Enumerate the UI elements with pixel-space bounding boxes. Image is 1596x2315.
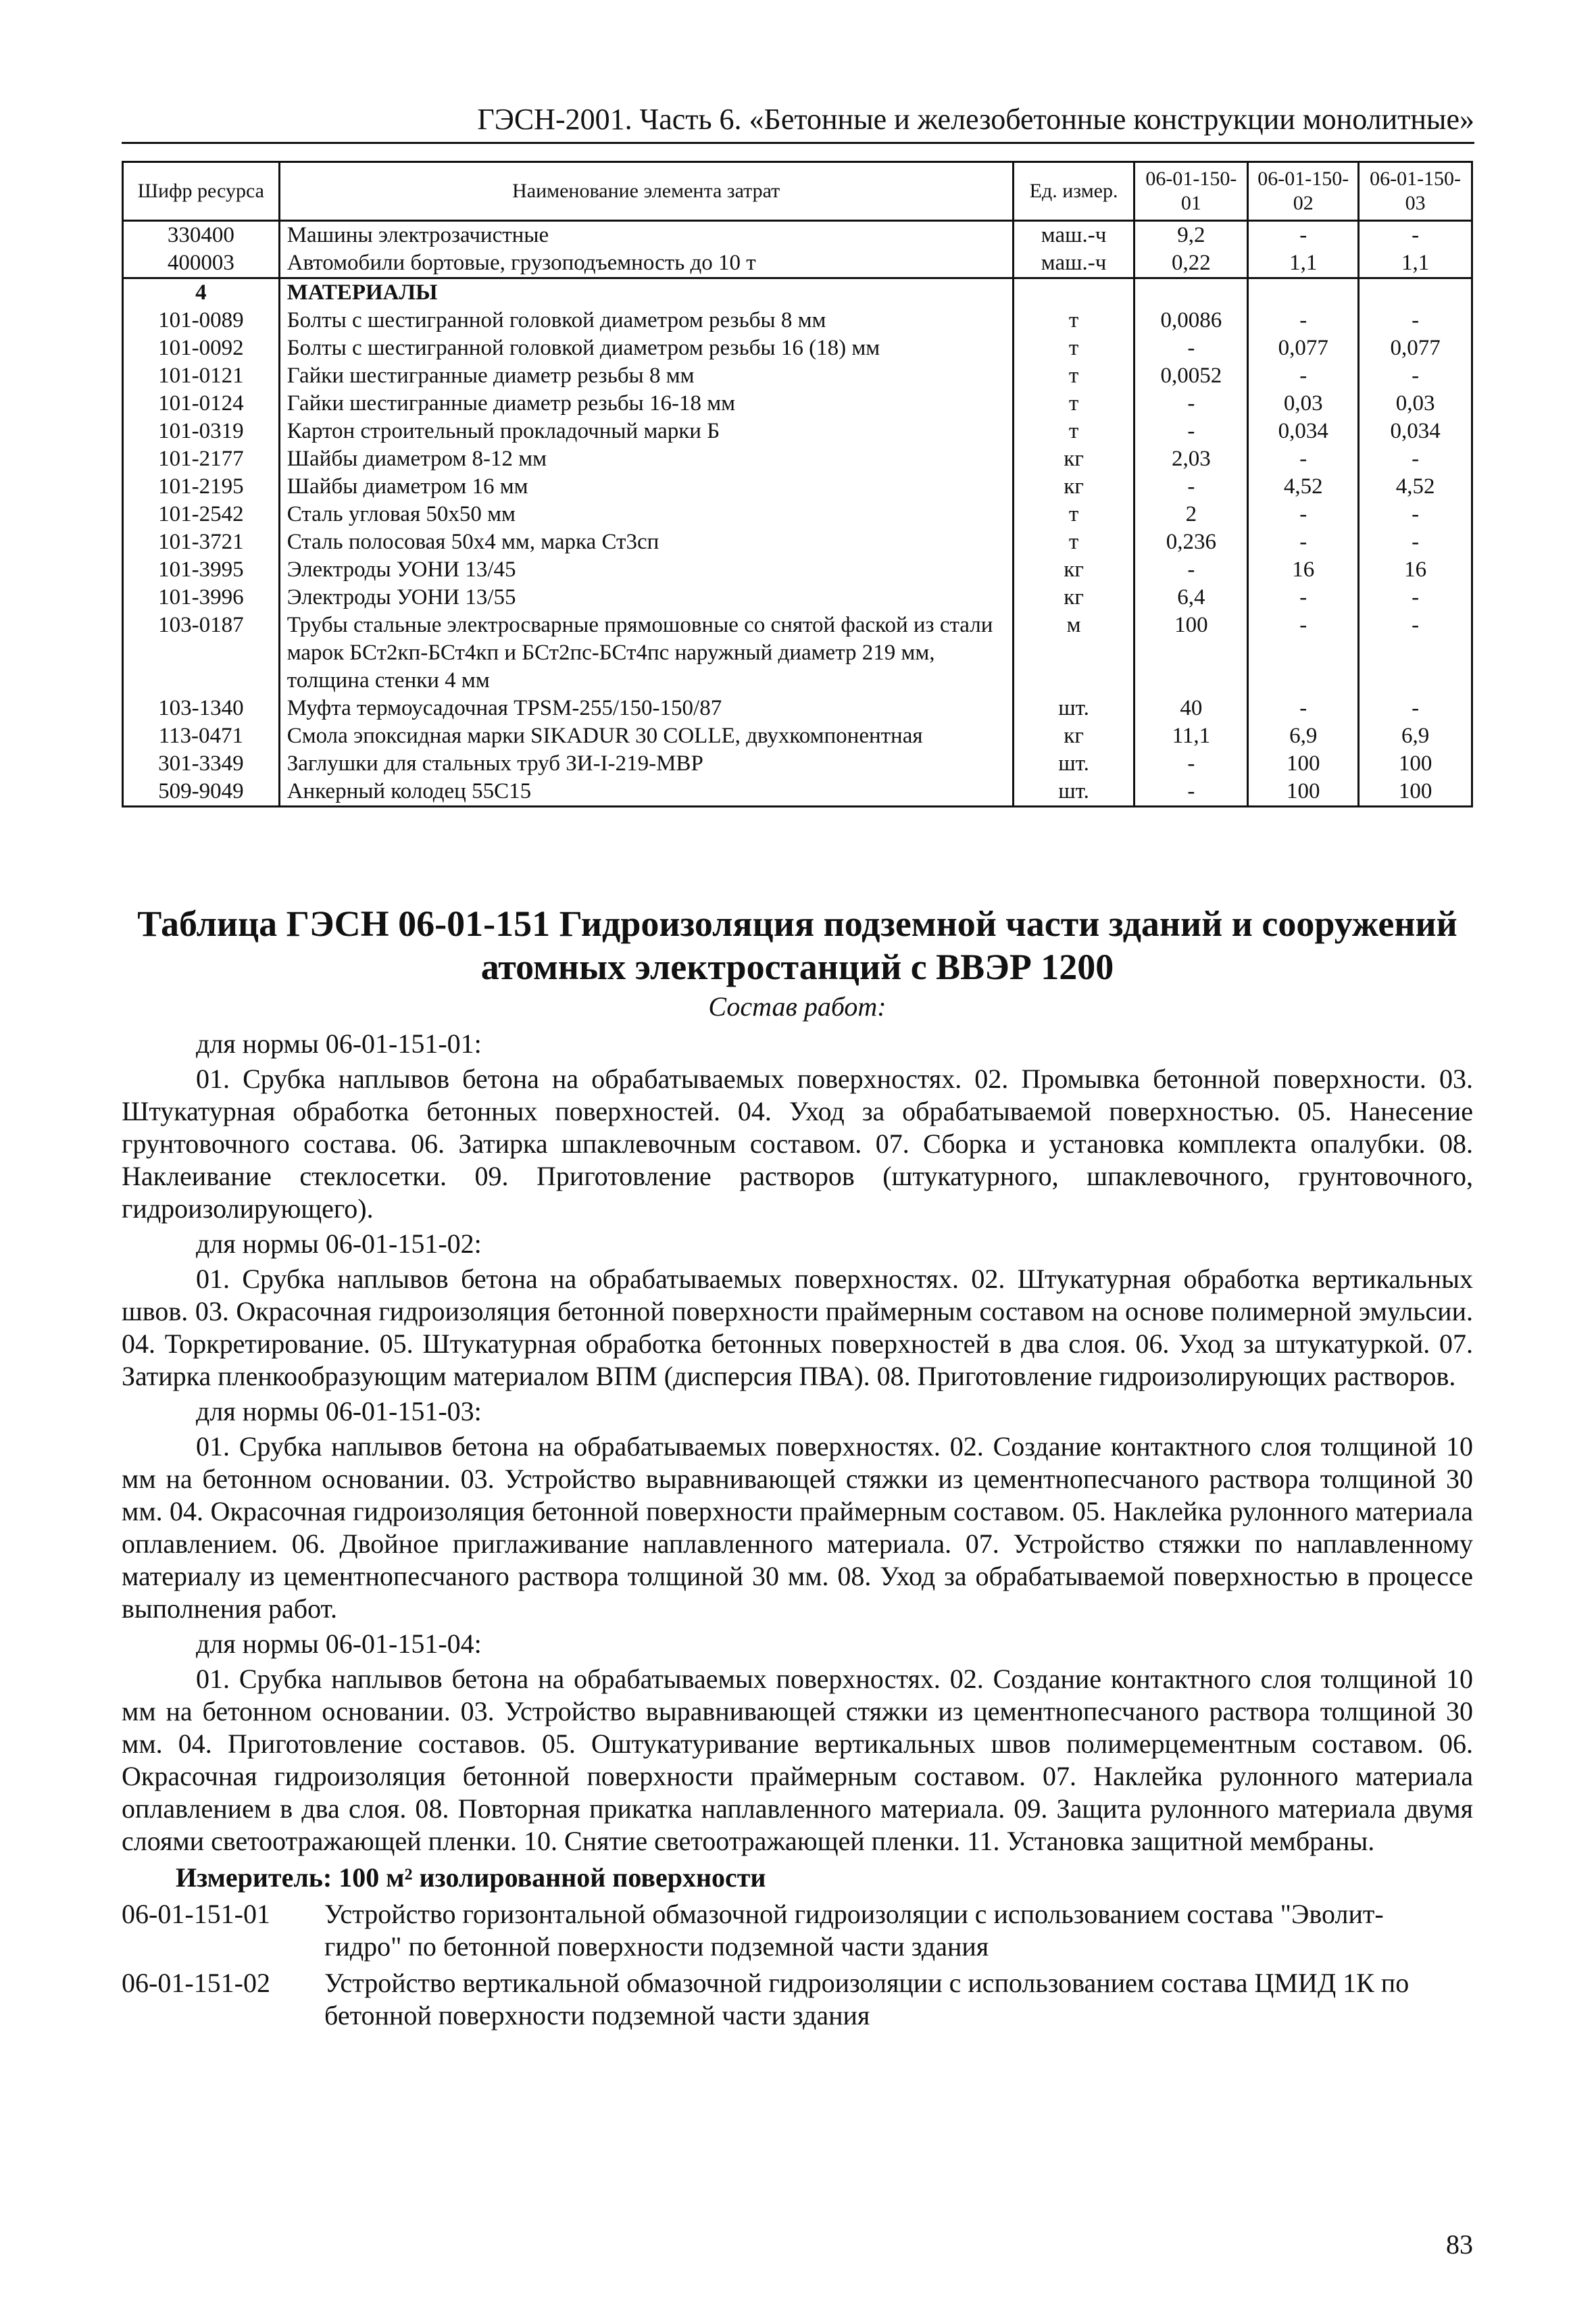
cell-unit: кг — [1013, 722, 1134, 750]
cell-norm-1: 6,4 — [1134, 584, 1248, 612]
cell-norm-2: - — [1248, 584, 1359, 612]
cell-norm-3: 100 — [1359, 778, 1472, 807]
cell-unit: м — [1013, 612, 1134, 695]
cell-name: Электроды УОНИ 13/55 — [279, 584, 1013, 612]
header-norm-3: 06-01-150-03 — [1359, 162, 1472, 221]
page-header — [122, 101, 1474, 144]
cell-name: Сталь угловая 50x50 мм — [279, 501, 1013, 528]
table-row — [123, 695, 1472, 722]
table-row — [123, 612, 1472, 695]
cell-name: Шайбы диаметром 16 мм — [279, 473, 1013, 501]
cell-code: 301-3349 — [123, 750, 280, 778]
cell-unit: т — [1013, 501, 1134, 528]
cell-unit — [1013, 278, 1134, 307]
cell-norm-1: - — [1134, 556, 1248, 584]
norms-list — [122, 1028, 1473, 1858]
cell-unit: маш.-ч — [1013, 249, 1134, 278]
cell-name: Муфта термоусадочная TPSM-255/150-150/87 — [279, 695, 1013, 722]
norm-label: для нормы 06-01-151-04: — [196, 1628, 482, 1659]
cell-code: 330400 — [123, 221, 280, 250]
cell-code: 101-2542 — [123, 501, 280, 528]
norm-item-text: Устройство горизонтальной обмазочной гидроизоляции с использованием состава "Эволит-гидро" по бетонной поверхности подземной части здания — [324, 1899, 1384, 1962]
cell-name: Электроды УОНИ 13/45 — [279, 556, 1013, 584]
cell-norm-3: - — [1359, 307, 1472, 334]
cell-norm-3: 1,1 — [1359, 249, 1472, 278]
cell-code: 101-0121 — [123, 362, 280, 390]
cell-norm-1: 2 — [1134, 501, 1248, 528]
cell-norm-2: - — [1248, 362, 1359, 390]
cell-code: 509-9049 — [123, 778, 280, 807]
norm-description: 01. Срубка наплывов бетона на обрабатываемых поверхностях. 02. Создание контактного слоя толщиной 10 мм на бетонном основании. 03. Устройство выравнивающей стяжки из цементнопесчаного раствора толщиной 30 мм. 04. Окрасочная гидроизоляция бетонной поверхности праймерным составом. 05. Наклейка рулонного материала оплавлением. 06. Двойное приглаживание наплавленного материала. 07. Устройство стяжки по наплавленному материалу из цементнопесчаного раствора толщиной 30 мм. 08. Уход за обрабатываемой поверхностью в процессе выполнения работ. — [122, 1431, 1473, 1624]
cell-unit: шт. — [1013, 778, 1134, 807]
cell-norm-2: - — [1248, 695, 1359, 722]
table-row — [123, 221, 1472, 250]
section-title-line-1: Таблица ГЭСН 06-01-151 Гидроизоляция подземной части зданий и сооружений — [137, 903, 1457, 944]
cell-name: Шайбы диаметром 8-12 мм — [279, 445, 1013, 473]
cell-code: 101-0124 — [123, 390, 280, 418]
cell-unit: шт. — [1013, 695, 1134, 722]
cell-norm-1: 0,236 — [1134, 528, 1248, 556]
table-header-row — [123, 162, 1472, 221]
cell-name: Гайки шестигранные диаметр резьбы 8 мм — [279, 362, 1013, 390]
cell-unit: шт. — [1013, 750, 1134, 778]
cell-name: Гайки шестигранные диаметр резьбы 16-18 мм — [279, 390, 1013, 418]
cell-norm-2: - — [1248, 445, 1359, 473]
cell-code: 103-0187 — [123, 612, 280, 695]
cell-code: 101-3996 — [123, 584, 280, 612]
cell-norm-2: 6,9 — [1248, 722, 1359, 750]
cell-code: 101-3721 — [123, 528, 280, 556]
cell-norm-2: 4,52 — [1248, 473, 1359, 501]
norm-description: 01. Срубка наплывов бетона на обрабатываемых поверхностях. 02. Промывка бетонной поверхности. 03. Штукатурная обработка бетонных поверхностей. 04. Уход за обрабатываемой поверхностью. 05. Нанесение грунтовочного состава. 06. Затирка шпаклевочным составом. 07. Сборка и установка комплекта опалубки. 08. Наклеивание стеклосетки. 09. Приготовление растворов (штукатурного, шпаклевочного, грунтовочного, гидроизолирующего). — [122, 1064, 1473, 1224]
cell-norm-1: - — [1134, 750, 1248, 778]
work-composition-label: Состав работ: — [708, 991, 887, 1022]
section-title — [122, 902, 1473, 989]
norm-label: для нормы 06-01-151-02: — [196, 1228, 482, 1259]
cell-norm-3: 6,9 — [1359, 722, 1472, 750]
cell-unit: т — [1013, 390, 1134, 418]
cell-norm-1 — [1134, 278, 1248, 307]
norm-description: 01. Срубка наплывов бетона на обрабатываемых поверхностях. 02. Создание контактного слоя толщиной 10 мм на бетонном основании. 03. Устройство выравнивающей стяжки из цементнопесчаного раствора толщиной 30 мм. 04. Приготовление составов. 05. Оштукатуривание вертикальных швов полимерцементным составом. 06. Окрасочная гидроизоляция бетонной поверхности праймерным составом. 07. Наклейка рулонного материала оплавлением в два слоя. 08. Повторная прикатка наплавленного материала. 09. Защита рулонного материала двумя слоями светоотражающей пленки. 10. Снятие светоотражающей пленки. 11. Установка защитной мембраны. — [122, 1664, 1473, 1856]
table-row — [123, 473, 1472, 501]
cell-code: 113-0471 — [123, 722, 280, 750]
cell-norm-3: - — [1359, 501, 1472, 528]
header-norm-1: 06-01-150-01 — [1134, 162, 1248, 221]
cell-code: 4 — [123, 278, 280, 307]
cell-norm-3 — [1359, 278, 1472, 307]
cell-norm-3: - — [1359, 612, 1472, 695]
table-row — [123, 750, 1472, 778]
header-unit: Ед. измер. — [1013, 162, 1134, 221]
norm-item — [122, 1898, 1473, 1963]
cell-unit: кг — [1013, 556, 1134, 584]
cell-norm-1: 11,1 — [1134, 722, 1248, 750]
cell-norm-2: 0,034 — [1248, 418, 1359, 445]
table-row — [123, 501, 1472, 528]
cell-norm-1: 0,22 — [1134, 249, 1248, 278]
cell-code: 101-3995 — [123, 556, 280, 584]
cell-norm-1: 0,0086 — [1134, 307, 1248, 334]
cell-norm-3: - — [1359, 695, 1472, 722]
cell-norm-2: 16 — [1248, 556, 1359, 584]
cell-norm-1: 40 — [1134, 695, 1248, 722]
section-gesn-06-01-151 — [122, 902, 1473, 2036]
cell-unit: кг — [1013, 445, 1134, 473]
cell-norm-1: 9,2 — [1134, 221, 1248, 250]
table-row — [123, 778, 1472, 807]
section-title-line-2: атомных электростанций с ВВЭР 1200 — [480, 947, 1114, 987]
header-name: Наименование элемента затрат — [279, 162, 1013, 221]
norm-items — [122, 1898, 1473, 2032]
norm-description: 01. Срубка наплывов бетона на обрабатываемых поверхностях. 02. Штукатурная обработка вертикальных швов. 03. Окрасочная гидроизоляция бетонной поверхности праймерным составом на основе полимерной эмульсии. 04. Торкретирование. 05. Штукатурная обработка бетонных поверхностей в два слоя. 06. Уход за штукатуркой. 07. Затирка пленкообразующим материалом ВПМ (дисперсия ПВА). 08. Приготовление гидроизолирующих растворов. — [122, 1264, 1473, 1391]
cell-norm-2: 100 — [1248, 750, 1359, 778]
cell-unit: т — [1013, 334, 1134, 362]
table-row — [123, 556, 1472, 584]
cell-name: Болты с шестигранной головкой диаметром резьбы 8 мм — [279, 307, 1013, 334]
cell-norm-1: 100 — [1134, 612, 1248, 695]
cell-code: 101-0092 — [123, 334, 280, 362]
cell-name: Машины электрозачистные — [279, 221, 1013, 250]
cell-norm-3: - — [1359, 528, 1472, 556]
cell-code: 101-2195 — [123, 473, 280, 501]
table-row — [123, 278, 1472, 307]
cell-norm-3: 0,034 — [1359, 418, 1472, 445]
norm-item-text: Устройство вертикальной обмазочной гидроизоляции с использованием состава ЦМИД 1К по бетонной поверхности подземной части здания — [324, 1968, 1410, 2031]
cell-norm-2: 0,03 — [1248, 390, 1359, 418]
cell-norm-3: 0,03 — [1359, 390, 1472, 418]
table-row — [123, 528, 1472, 556]
cell-norm-3: - — [1359, 445, 1472, 473]
cell-norm-2: 1,1 — [1248, 249, 1359, 278]
cell-name: Автомобили бортовые, грузоподъемность до 10 т — [279, 249, 1013, 278]
cell-unit: т — [1013, 362, 1134, 390]
cell-norm-1: - — [1134, 418, 1248, 445]
table-row — [123, 445, 1472, 473]
cell-unit: т — [1013, 418, 1134, 445]
norm-label: для нормы 06-01-151-01: — [196, 1028, 482, 1059]
cell-name: Картон строительный прокладочный марки Б — [279, 418, 1013, 445]
cell-norm-2: 100 — [1248, 778, 1359, 807]
cell-code: 103-1340 — [123, 695, 280, 722]
cell-name: Анкерный колодец 55С15 — [279, 778, 1013, 807]
table-row — [123, 418, 1472, 445]
table-body — [123, 221, 1472, 807]
norm-item-code: 06-01-151-01 — [122, 1899, 270, 1929]
cell-norm-3: 100 — [1359, 750, 1472, 778]
cell-name: МАТЕРИАЛЫ — [279, 278, 1013, 307]
cell-norm-2: - — [1248, 528, 1359, 556]
cell-norm-2: - — [1248, 307, 1359, 334]
cell-norm-1: 2,03 — [1134, 445, 1248, 473]
measure-unit: Измеритель: 100 м² изолированной поверхности — [176, 1862, 766, 1893]
cell-code: 101-0089 — [123, 307, 280, 334]
cell-code: 400003 — [123, 249, 280, 278]
cell-norm-2: - — [1248, 501, 1359, 528]
header-code: Шифр ресурса — [123, 162, 280, 221]
cell-norm-2 — [1248, 278, 1359, 307]
cell-norm-1: - — [1134, 473, 1248, 501]
cell-name: Болты с шестигранной головкой диаметром резьбы 16 (18) мм — [279, 334, 1013, 362]
cell-code: 101-2177 — [123, 445, 280, 473]
cell-name: Смола эпоксидная марки SIKADUR 30 COLLE, двухкомпонентная — [279, 722, 1013, 750]
cell-norm-3: 4,52 — [1359, 473, 1472, 501]
norm-item-code: 06-01-151-02 — [122, 1968, 270, 1998]
cell-norm-2: 0,077 — [1248, 334, 1359, 362]
table-row — [123, 334, 1472, 362]
cell-norm-2: - — [1248, 612, 1359, 695]
page-number: 83 — [1446, 2229, 1473, 2260]
table-row — [123, 362, 1472, 390]
norm-item — [122, 1967, 1473, 2032]
cell-name: Трубы стальные электросварные прямошовные со снятой фаской из стали марок БСт2кп-БСт4кп и БСт2пс-БСт4пс наружный диаметр 219 мм, толщина стенки 4 мм — [279, 612, 1013, 695]
cell-name: Сталь полосовая 50x4 мм, марка Ст3сп — [279, 528, 1013, 556]
table-row — [123, 722, 1472, 750]
table-row — [123, 390, 1472, 418]
cell-norm-1: - — [1134, 334, 1248, 362]
page-header-title: ГЭСН-2001. Часть 6. «Бетонные и железобетонные конструкции монолитные» — [477, 103, 1474, 136]
table-row — [123, 584, 1472, 612]
cell-norm-1: - — [1134, 778, 1248, 807]
header-norm-2: 06-01-150-02 — [1248, 162, 1359, 221]
cell-norm-1: 0,0052 — [1134, 362, 1248, 390]
cell-unit: т — [1013, 307, 1134, 334]
cell-unit: кг — [1013, 584, 1134, 612]
cell-norm-3: - — [1359, 221, 1472, 250]
resources-table — [122, 161, 1473, 807]
cell-unit: т — [1013, 528, 1134, 556]
cell-norm-1: - — [1134, 390, 1248, 418]
cell-norm-2: - — [1248, 221, 1359, 250]
cell-norm-3: 0,077 — [1359, 334, 1472, 362]
cell-norm-3: - — [1359, 362, 1472, 390]
cell-unit: кг — [1013, 473, 1134, 501]
cell-name: Заглушки для стальных труб ЗИ-I-219-МВР — [279, 750, 1013, 778]
cell-norm-3: - — [1359, 584, 1472, 612]
table-row — [123, 249, 1472, 278]
cell-unit: маш.-ч — [1013, 221, 1134, 250]
norm-label: для нормы 06-01-151-03: — [196, 1396, 482, 1426]
table-row — [123, 307, 1472, 334]
cell-code: 101-0319 — [123, 418, 280, 445]
cell-norm-3: 16 — [1359, 556, 1472, 584]
